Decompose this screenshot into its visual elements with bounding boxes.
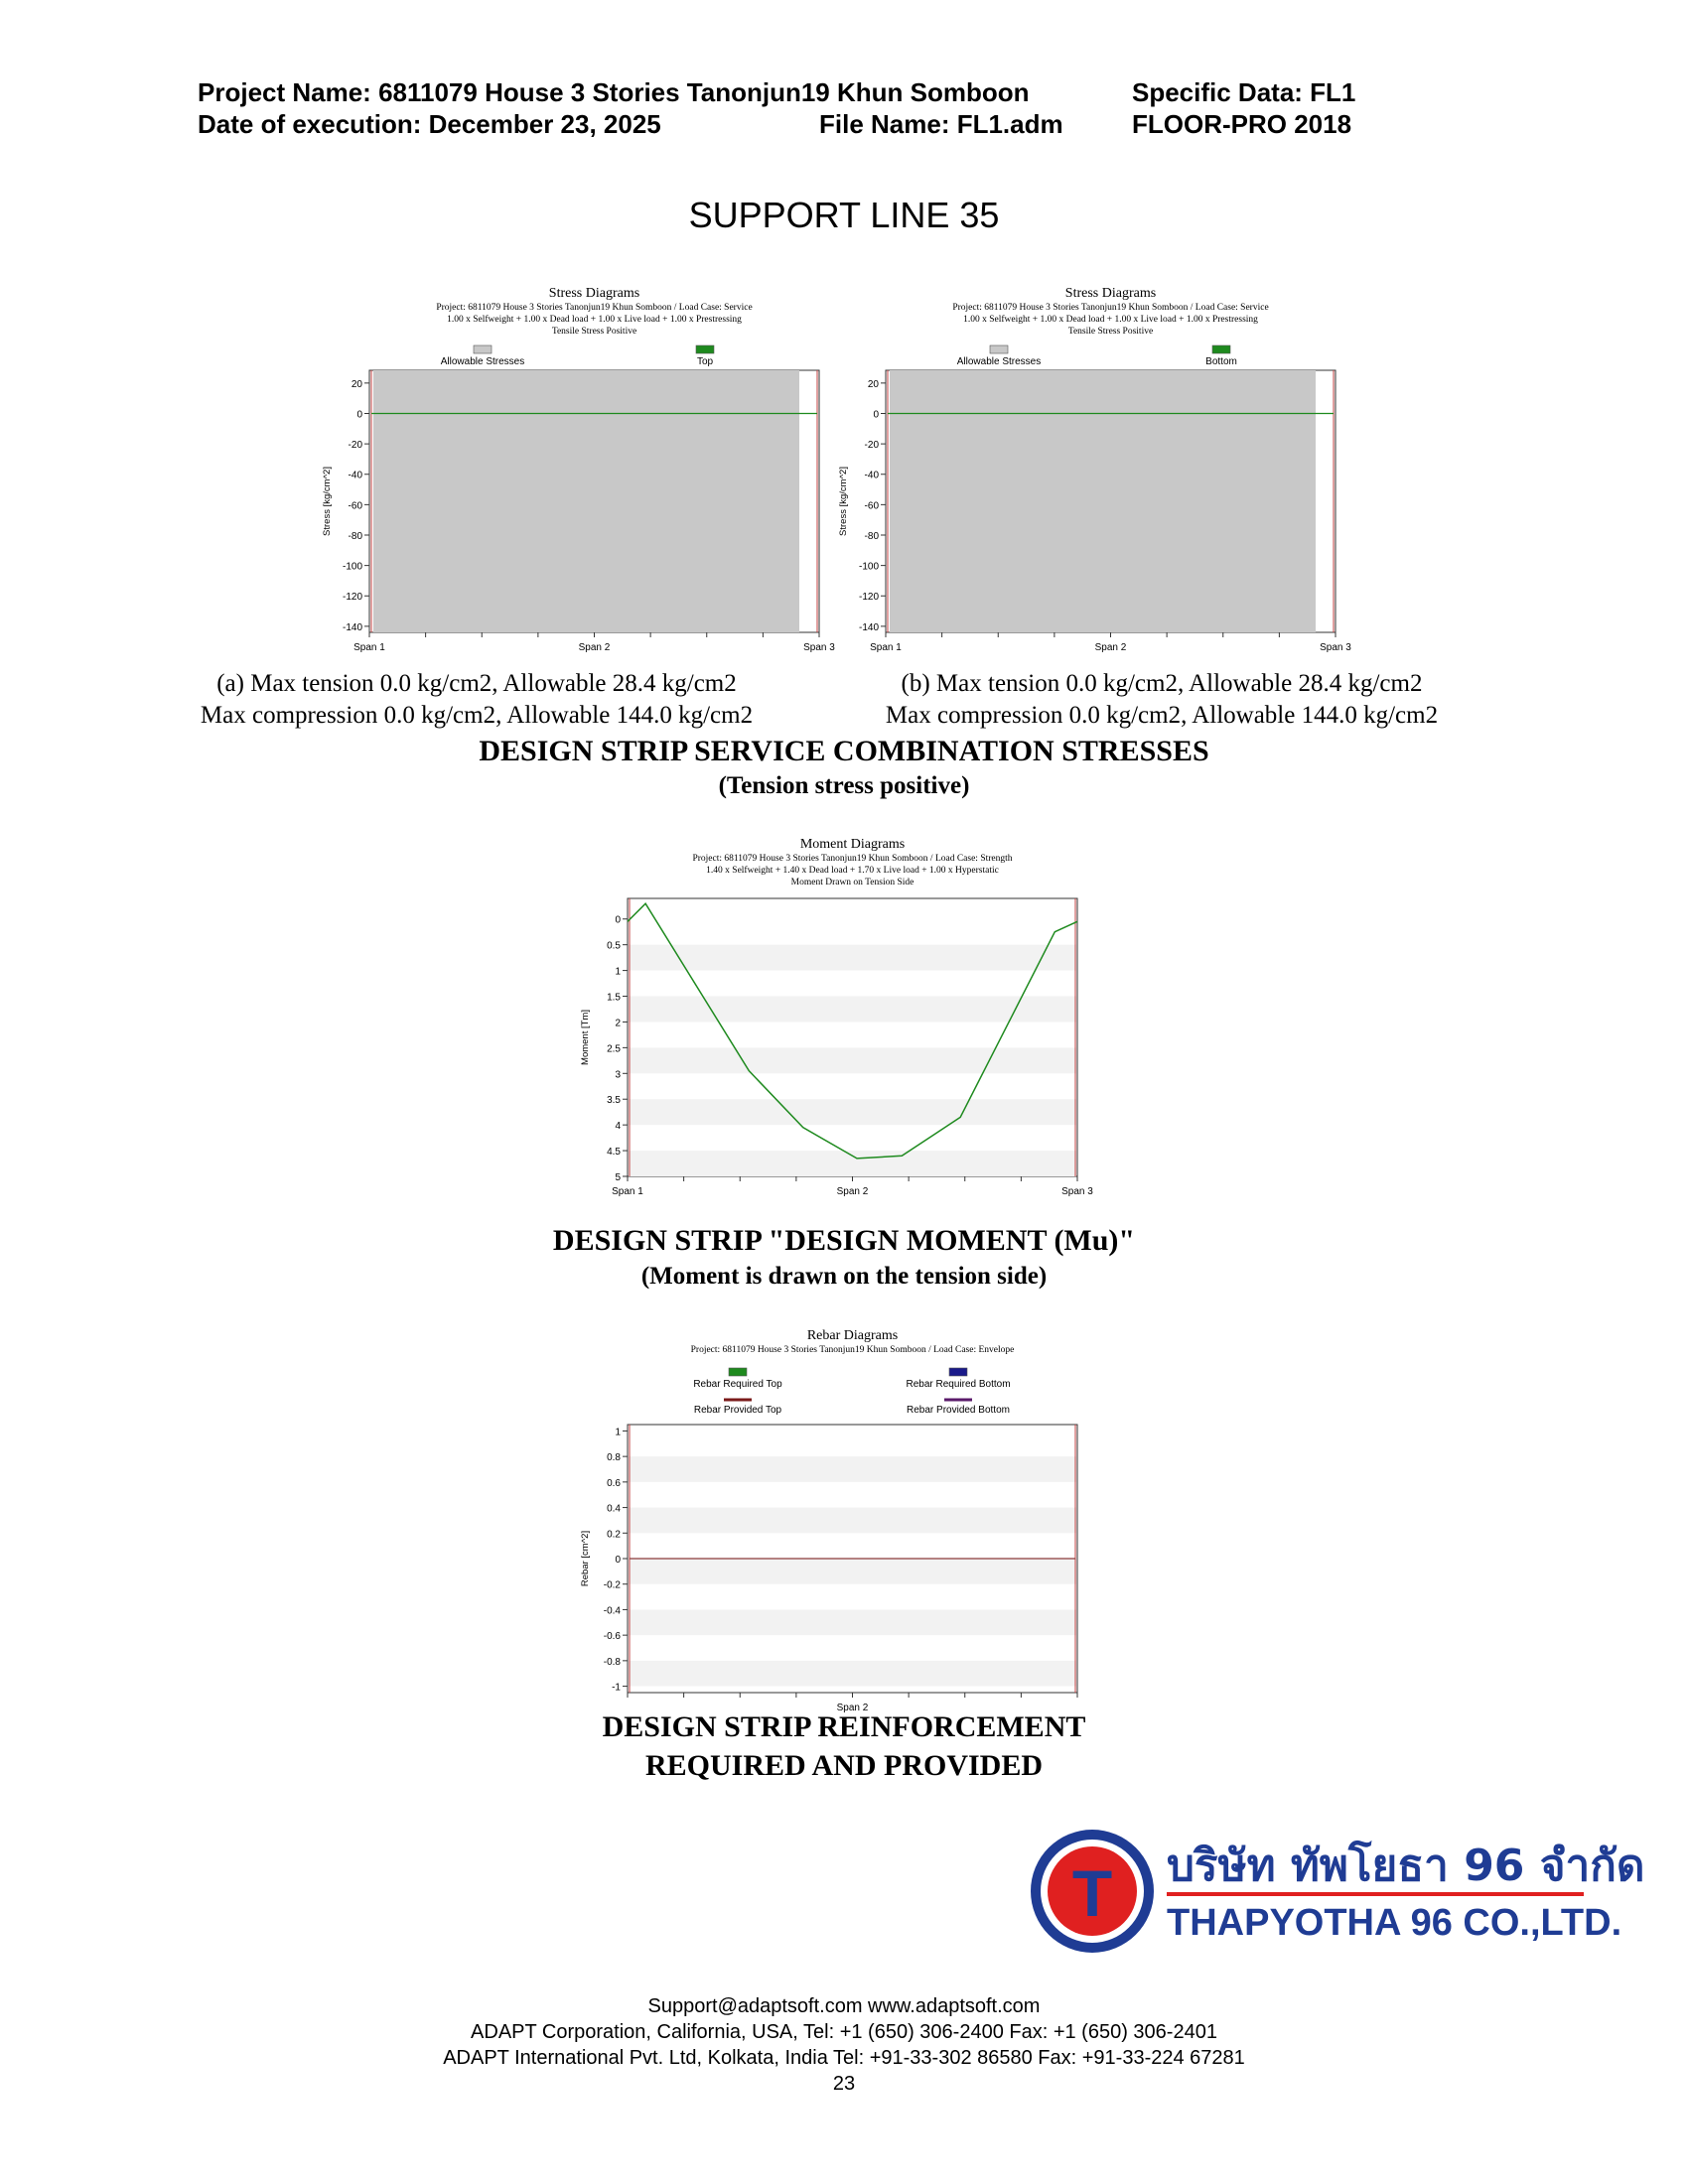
chart-subtitle-line: Project: 6811079 House 3 Stories Tanonjun19 Khun Somboon / Load Case: Service xyxy=(436,303,753,313)
caption-a-line2: Max compression 0.0 kg/cm2, Allowable 144.0 kg/cm2 xyxy=(200,702,754,729)
company-emblem-icon xyxy=(1028,1827,1157,1956)
moment-section-subtitle: (Moment is drawn on the tension side) xyxy=(640,1263,1048,1290)
y-tick-label: 20 xyxy=(867,378,879,390)
legend-swatch xyxy=(949,1368,967,1376)
y-tick-label: 2.5 xyxy=(607,1043,621,1055)
rebar-section-title-line2: REQUIRED AND PROVIDED xyxy=(644,1749,1044,1782)
chart-subtitle-line: 1.00 x Selfweight + 1.00 x Dead load + 1.00 x Live load + 1.00 x Prestressing xyxy=(447,315,742,325)
grid-band xyxy=(629,1508,1076,1534)
page-title: SUPPORT LINE 35 xyxy=(688,195,1000,235)
y-tick-label: 0 xyxy=(615,914,621,926)
specific-data: Specific Data: FL1 xyxy=(1132,77,1356,107)
company-thai-name: บริษัท ทัพโยธา 96 จำกัด xyxy=(1167,1841,1645,1891)
grid-band xyxy=(629,945,1076,971)
allowable-stress-band xyxy=(890,370,1316,632)
y-tick-label: -60 xyxy=(864,500,879,512)
y-tick-label: -120 xyxy=(858,592,879,604)
y-axis-label: Stress [kg/cm^2] xyxy=(322,467,333,536)
moment-section-title: DESIGN STRIP "DESIGN MOMENT (Mu)" xyxy=(552,1224,1136,1257)
y-tick-label: 0 xyxy=(356,409,362,421)
rebar-diagram xyxy=(566,1325,1102,1713)
legend-swatch xyxy=(1212,345,1230,353)
y-tick-label: -80 xyxy=(864,530,879,542)
y-tick-label: 3 xyxy=(615,1069,621,1081)
chart-subtitle-line: Project: 6811079 House 3 Stories Tanonjun19 Khun Somboon / Load Case: Service xyxy=(952,303,1269,313)
y-tick-label: 5 xyxy=(615,1172,621,1183)
page-number: 23 xyxy=(832,2073,856,2095)
grid-band xyxy=(629,1456,1076,1482)
plot-area xyxy=(628,898,1077,1176)
chart-subtitle-line: Project: 6811079 House 3 Stories Tanonjun19 Khun Somboon / Load Case: Strength xyxy=(692,854,1013,864)
logo-letter: T xyxy=(1071,1856,1113,1930)
y-tick-label: -100 xyxy=(858,561,879,573)
x-tick-label: Span 2 xyxy=(1094,642,1127,653)
logo-divider xyxy=(1167,1892,1584,1896)
y-tick-label: 0.4 xyxy=(607,1503,621,1515)
legend-entry: Allowable Stresses xyxy=(956,356,1042,367)
x-tick-label: Span 1 xyxy=(612,1186,643,1197)
project-name: Project Name: 6811079 House 3 Stories Tanonjun19 Khun Somboon xyxy=(198,77,1030,107)
y-tick-label: -100 xyxy=(342,561,362,573)
date-of-execution: Date of execution: December 23, 2025 xyxy=(198,109,661,139)
legend-entry: Rebar Provided Top xyxy=(693,1405,782,1416)
footer-adapt-india: ADAPT International Pvt. Ltd, Kolkata, India Tel: +91-33-302 86580 Fax: +91-33-224 67281 xyxy=(443,2047,1245,2069)
x-tick-label: Span 1 xyxy=(870,642,902,653)
chart-subtitle-line: Project: 6811079 House 3 Stories Tanonjun19 Khun Somboon / Load Case: Envelope xyxy=(690,1345,1015,1355)
chart-title: Stress Diagrams xyxy=(548,286,640,301)
y-tick-label: -0.8 xyxy=(603,1656,621,1668)
stress-section-title: DESIGN STRIP SERVICE COMBINATION STRESSES xyxy=(479,735,1209,767)
caption-a-line1: (a) Max tension 0.0 kg/cm2, Allowable 28.4 kg/cm2 xyxy=(216,670,737,697)
grid-band xyxy=(629,1047,1076,1073)
y-tick-label: -0.2 xyxy=(603,1579,621,1591)
y-tick-label: 3.5 xyxy=(607,1095,621,1107)
x-tick-label: Span 3 xyxy=(1061,1186,1093,1197)
chart-title: Stress Diagrams xyxy=(1064,286,1157,301)
x-tick-label: Span 2 xyxy=(836,1186,869,1197)
y-tick-label: 4 xyxy=(615,1121,621,1133)
moment-diagram xyxy=(566,834,1102,1216)
y-tick-label: -1 xyxy=(612,1682,621,1694)
y-tick-label: -0.4 xyxy=(603,1605,621,1617)
chart-subtitle-line: Tensile Stress Positive xyxy=(551,327,637,337)
y-tick-label: -140 xyxy=(342,621,362,633)
grid-band xyxy=(629,1661,1076,1687)
legend-entry: Rebar Required Bottom xyxy=(906,1379,1011,1390)
y-tick-label: -0.6 xyxy=(603,1631,621,1643)
rebar-section-title-line1: DESIGN STRIP REINFORCEMENT xyxy=(602,1710,1086,1743)
footer-adapt-usa: ADAPT Corporation, California, USA, Tel: +1 (650) 306-2400 Fax: +1 (650) 306-2401 xyxy=(471,2021,1217,2043)
x-tick-label: Span 2 xyxy=(578,642,611,653)
program-name: FLOOR-PRO 2018 xyxy=(1132,109,1352,139)
chart-subtitle-line: Tensile Stress Positive xyxy=(1067,327,1154,337)
caption-b-line1: (b) Max tension 0.0 kg/cm2, Allowable 28.4 kg/cm2 xyxy=(901,670,1423,697)
y-tick-label: -40 xyxy=(348,470,362,481)
legend-entry: Allowable Stresses xyxy=(440,356,525,367)
y-tick-label: 0 xyxy=(873,409,879,421)
company-logo xyxy=(1028,1827,1645,1966)
x-tick-label: Span 1 xyxy=(353,642,385,653)
y-tick-label: -60 xyxy=(348,500,362,512)
grid-band xyxy=(629,997,1076,1023)
grid-band xyxy=(629,1559,1076,1584)
legend-swatch xyxy=(696,345,714,353)
legend-entry: Rebar Required Top xyxy=(693,1379,782,1390)
y-axis-label: Stress [kg/cm^2] xyxy=(838,467,849,536)
stress-diagram-bottom xyxy=(824,283,1360,660)
stress-section-subtitle: (Tension stress positive) xyxy=(718,772,970,799)
grid-band xyxy=(629,1609,1076,1635)
chart-subtitle-line: 1.40 x Selfweight + 1.40 x Dead load + 1.70 x Live load + 1.00 x Hyperstatic xyxy=(706,866,999,876)
y-tick-label: 0.2 xyxy=(607,1529,621,1541)
x-tick-label: Span 2 xyxy=(836,1703,869,1713)
grid-band xyxy=(629,1151,1076,1176)
caption-b-line2: Max compression 0.0 kg/cm2, Allowable 144.0 kg/cm2 xyxy=(885,702,1439,729)
y-tick-label: -120 xyxy=(342,592,362,604)
x-tick-label: Span 3 xyxy=(803,642,835,653)
y-tick-label: 1 xyxy=(615,1427,621,1438)
chart-title: Rebar Diagrams xyxy=(806,1328,899,1343)
y-tick-label: 0.8 xyxy=(607,1452,621,1464)
x-tick-label: Span 3 xyxy=(1320,642,1351,653)
legend-swatch xyxy=(990,345,1008,353)
y-tick-label: -80 xyxy=(348,530,362,542)
y-tick-label: -20 xyxy=(348,440,362,452)
y-tick-label: 0.6 xyxy=(607,1477,621,1489)
y-tick-label: 1 xyxy=(615,966,621,978)
y-tick-label: 20 xyxy=(351,378,362,390)
stress-diagram-top xyxy=(308,283,844,660)
y-tick-label: -20 xyxy=(864,440,879,452)
y-tick-label: 0.5 xyxy=(607,940,621,952)
chart-subtitle-line: 1.00 x Selfweight + 1.00 x Dead load + 1.00 x Live load + 1.00 x Prestressing xyxy=(963,315,1258,325)
y-tick-label: 1.5 xyxy=(607,992,621,1004)
y-tick-label: 4.5 xyxy=(607,1147,621,1159)
y-tick-label: 2 xyxy=(615,1018,621,1029)
legend-swatch xyxy=(729,1368,747,1376)
y-tick-label: -40 xyxy=(864,470,879,481)
y-axis-label: Moment [Tm] xyxy=(580,1010,591,1065)
legend-entry: Bottom xyxy=(1205,356,1237,367)
y-tick-label: 0 xyxy=(615,1555,621,1566)
chart-title: Moment Diagrams xyxy=(799,837,906,852)
company-english-name: THAPYOTHA 96 CO.,LTD. xyxy=(1167,1902,1622,1944)
legend-entry: Top xyxy=(696,356,714,367)
chart-subtitle-line: Moment Drawn on Tension Side xyxy=(790,878,914,887)
y-axis-label: Rebar [cm^2] xyxy=(580,1530,591,1587)
footer-support: Support@adaptsoft.com www.adaptsoft.com xyxy=(647,1995,1041,2017)
y-tick-label: -140 xyxy=(858,621,879,633)
file-name: File Name: FL1.adm xyxy=(819,109,1063,139)
grid-band xyxy=(629,1099,1076,1125)
legend-entry: Rebar Provided Bottom xyxy=(907,1405,1010,1416)
legend-swatch xyxy=(474,345,492,353)
allowable-stress-band xyxy=(373,370,799,632)
